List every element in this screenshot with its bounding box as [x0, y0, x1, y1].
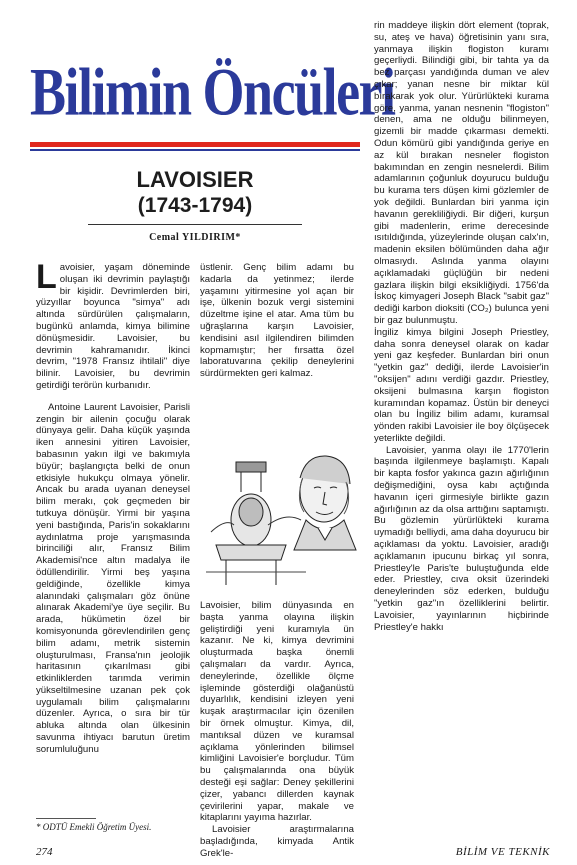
column-2-paragraph-1: üstlenir. Genç bilim adamı bu kadarla da yetinmez; ilerde yaşamını yitirmesine yol açan bir işe, ülkenin bozuk vergi sistemini düzeltme işine el atar. Ama tüm bu uğraşlarına karşın Lavoisier, kendisini asıl ilgilendiren bilimden kopmamıştır; her fırsatta özel laboratuvarına çekilip deneylerini sürdürmekten geri kalmaz.	[200, 262, 354, 380]
lavoisier-portrait-drawing	[294, 456, 356, 550]
column-2-continuation	[200, 600, 354, 860]
column-3-paragraph-3: Lavoisier, yanma olayı ile 1770'lerin başında ilgilenmeye başlamıştı. Kapalı bir kapta fosfor yakınca gazın ağırlığının değişmediğini, oysa kabı açtığında havanın içeri girmesiyle birlikte gazın ağırlığının az da olsa arttığını saptamıştı. Bu gözlemin yürürlükteki kurama uymadığı belliydi, ama daha doyurucu bir açıklaması da yoktu. Lavoisier, aradığı açıklamanın ipucunu birkaç yıl sonra, Priestley'le Paris'te buluştuğunda elde eder. Priestley, cıva oksit üzerindeki deneylerinden söz ederken, bulduğu "yetkin gaz"ın özelliklerini belirtir. Lavoisier, yayınlarının hiçbirinde Priestley'e hakkı	[374, 444, 549, 633]
article-title: LAVOISIER	[136, 167, 254, 192]
article-years: (1743-1794)	[137, 194, 253, 217]
column-3	[374, 20, 549, 633]
title-divider	[88, 224, 302, 225]
column-2-paragraph-3: Lavoisier araştırmalarına başladığında, kimyada Antik Grek'le-	[200, 824, 354, 859]
column-1-paragraph-2: Antoine Laurent Lavoisier, Parisli zengin bir ailenin çocuğu olarak dünyaya gelir. Daha küçük yaşında iken annesini yitiren Lavoisier, babasının yakın ilgi ve bakımıyla büyür; başlangıçta belki de onun etkisiyle hukukçu olmaya yönelir. Ancak bu arada uyanan deneysel bilim merakı, çok geçmeden bir tutkuya dönüşür. Yirmi bir yaşına yeni bastığında, Paris'in sokaklarını aydınlatma proje yarışmasında birinciliği alır, Fransız Bilim Akademisi'nce altın madalya ile ödüllendirilir. Yirmi beş yaşına geldiğinde, özellikle kimya alanındaki çalışmaları göz önüne alınarak Akademi'ye üye seçilir. Bu arada, hükümetin özel bir komisyonunda görevlendirilen genç bilim adamı, metrik sistemin oluşturulması, Fransa'nın jeolojik haritasının çıkarılması gibi etkinliklerden tarımda verimin yükseltilmesine uzanan pek çok uygulamalı bilim çalışmalarını düzenler. Ayrıca, o sıra bir tür abluka altında olan ülkesinin savunma ihtiyacı barutun üretim sorumluluğunu	[36, 401, 190, 755]
column-2-paragraph-2-text: Lavoisier, bilim dünyasında en başta yanma olayına ilişkin geliştirdiği yeni kuramıyla ün kazanır. Ne ki, kimya devrimini oluşturmada başka önemli çalışmaları da vardır. Ayrıca, deneylerinde, özellikle ölçme işleminde gösterdiği olağanüstü duyarlılık, kendisini izleyen yeni kuşak araştırmacılar için özenilen bir örnek olmuştur. Kimya, dil, mantıksal düzen ve kuramsal açıklama yönlerinden bilimsel kimliğini Lavoisier'e borçludur. Tüm bu çalışmalarında ona büyük desteği eşi sağlar: Deney şekillerini çizer, yabancı dillerden kaynak çevirilerini yapar, makale ve kitaplarını yayıma hazırlar.	[200, 600, 354, 824]
series-header	[30, 30, 395, 148]
lavoisier-engraving-image	[206, 400, 366, 595]
column-3-paragraph-1: rin maddeye ilişkin dört element (toprak, su, ateş ve hava) öğretisinin yanı sıra, yanmaya ilişkin flogiston kuramı geçerliydi. Bilindiği gibi, bir tahta ya da bez parçası yandığında duman ve alev çıkar; yanan nesne bir miktar kül bırakarak yok olur. Yürürlükteki kurama göre, yanma, yanan nesnenin "flogiston" denen, ama ne olduğu bilinmeyen, gizemli bir madde çıkarması demekti. Odun kömürü gibi yandığında geriye en az kül bırakan nesneler flogiston bakımından en zengin nesnelerdi. Bilim adamlarının çoğunluk doyurucu bulduğu bu kurama ters düşen kimi gözlemler de yok değildi. Bunlardan biri yanma için havanın gerekliliğiydi. Bir diğeri, kurşun gibi madenlerin, erime derecesinde ısıtıldığında, yüzeylerinde oluşan calx'ın, madenin eksilen bölümünden daha ağır olmasıydı. Aslında yanma olayını açıklamadaki güçlüğün bir nedeni gazlara ilişkin bilgi eksikliğiydi. 1756'da İskoç kimyageri Joseph Black "sabit gaz" dediği karbon dioksiti (CO₂) bulunca yeni bir gaz bulunmuştu.	[374, 20, 549, 326]
journal-name: BİLİM VE TEKNİK	[455, 846, 550, 858]
red-rule	[30, 142, 360, 147]
column-3-paragraph-2: İngiliz kimya bilgini Joseph Priestley, daha sonra deneysel olarak on kadar yeni gaz keşfeder. Bunlardan biri onun "yetkin gaz" dediği, ilerde Lavoisier'in "oksijen" adını verdiği gazdır. Priestley, oksijeni bulmasına karşın flogiston kuramından kopamaz. Üstün bir deneyci olan bu İngiliz bilim adamı, kuramsal yönden rakibi Lavoisier ile boy ölçüşecek yeterlikte değildi.	[374, 326, 549, 444]
article-author: Cemal YILDIRIM*	[149, 232, 241, 243]
column-1-paragraph-1: Lavoisier, yaşam döneminde oluşan iki devrimin paylaştığı bir kişidir. Devrimlerden biri, yüzyıllar boyunca "simya" adı altında sürdürülen çalışmaların, bugünkü anlamda, kimya bilimine dönüşmesidir. Lavoisier, bu devrimin kahramanıdır. İkinci devrim, "1978 Fransız ihtilali" diye bilinir. Lavoisier, bu devrimin getirdiği terörün kurbanıdır.	[36, 258, 190, 391]
blue-rule	[30, 149, 360, 151]
series-title: Bilimin Öncüleri	[30, 54, 395, 130]
column-1	[36, 258, 190, 756]
page-number: 274	[36, 846, 53, 858]
footnote-divider	[36, 818, 96, 819]
column-2	[200, 262, 354, 380]
drop-cap: L	[36, 258, 57, 296]
author-footnote: * ODTÜ Emekli Öğretim Üyesi.	[36, 822, 152, 832]
